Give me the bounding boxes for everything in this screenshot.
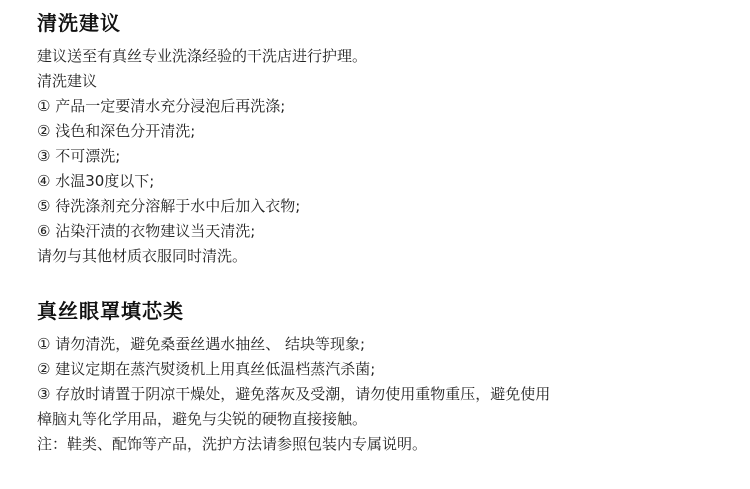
eye-mask-step-1: ① 请勿清洗，避免桑蚕丝遇水抽丝、 结块等现象; [37,335,366,353]
eye-mask-step-3: ③ 存放时请置于阴凉干燥处，避免落灰及受潮，请勿使用重物重压，避免使用 [37,385,551,403]
washing-step-5: ⑤ 待洗涤剂充分溶解于水中后加入衣物; [37,197,301,215]
footnote: 注：鞋类、配饰等产品，洗护方法请参照包装内专属说明。 [37,435,428,453]
recommendation-line: 建议送至有真丝专业洗涤经验的干洗店进行护理。 [37,47,368,65]
washing-step-1: ① 产品一定要清水充分浸泡后再洗涤; [37,97,286,115]
silk-eye-mask-section [37,296,727,457]
washing-step-4: ④ 水温30度以下; [37,172,155,190]
washing-step-2: ② 浅色和深色分开清洗; [37,122,196,140]
washing-advice-subheading: 清洗建议 [37,72,98,90]
washing-advice-title: 清洗建议 [37,11,121,35]
washing-warning: 请勿与其他材质衣服同时清洗。 [37,247,248,265]
eye-mask-step-2: ② 建议定期在蒸汽熨烫机上用真丝低温档蒸汽杀菌; [37,360,376,378]
washing-step-3: ③ 不可漂洗; [37,147,121,165]
silk-eye-mask-title: 真丝眼罩填芯类 [37,299,184,323]
washing-advice-section [37,8,727,269]
eye-mask-step-3-continued: 樟脑丸等化学用品，避免与尖锐的硬物直接接触。 [37,410,368,428]
washing-step-6: ⑥ 沾染汗渍的衣物建议当天清洗; [37,222,256,240]
